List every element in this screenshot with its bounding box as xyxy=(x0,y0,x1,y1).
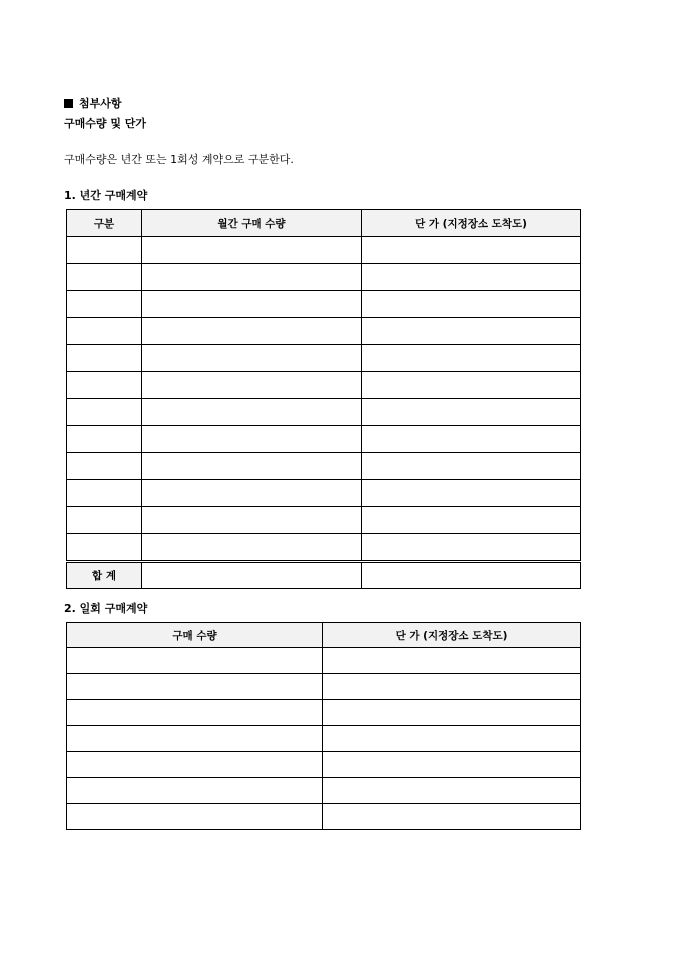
intro-text: 구매수량은 년간 또는 1회성 계약으로 구분한다. xyxy=(64,153,294,166)
table-cell[interactable] xyxy=(67,237,142,264)
table-cell[interactable] xyxy=(323,674,581,700)
table-row xyxy=(67,237,581,264)
table-cell[interactable] xyxy=(362,237,581,264)
table-cell[interactable] xyxy=(67,674,323,700)
table-cell[interactable] xyxy=(323,752,581,778)
table-cell[interactable] xyxy=(67,534,142,562)
table-cell[interactable] xyxy=(323,804,581,830)
annual-contract-table xyxy=(66,209,581,589)
table-header-row xyxy=(67,623,581,648)
table-row xyxy=(67,700,581,726)
table-header-row xyxy=(67,210,581,237)
table-row xyxy=(67,534,581,562)
attachment-title: 첨부사항 xyxy=(79,97,122,110)
table-cell[interactable] xyxy=(67,480,142,507)
table-row xyxy=(67,345,581,372)
col-monthly-quantity: 월간 구매 수량 xyxy=(142,210,362,237)
table-cell[interactable] xyxy=(323,726,581,752)
table-cell[interactable] xyxy=(323,700,581,726)
table-cell[interactable] xyxy=(362,318,581,345)
table-cell[interactable] xyxy=(67,453,142,480)
table-cell[interactable] xyxy=(362,291,581,318)
table-cell[interactable] xyxy=(142,453,362,480)
one-time-contract-table xyxy=(66,622,581,830)
table-row xyxy=(67,453,581,480)
table-cell[interactable] xyxy=(67,726,323,752)
table-cell[interactable] xyxy=(67,345,142,372)
subtitle: 구매수량 및 단가 xyxy=(64,117,147,130)
table-cell[interactable] xyxy=(362,264,581,291)
table-cell[interactable] xyxy=(67,318,142,345)
table-row xyxy=(67,264,581,291)
table-row xyxy=(67,752,581,778)
table-cell[interactable] xyxy=(142,426,362,453)
table-row xyxy=(67,726,581,752)
attachment-heading xyxy=(64,95,122,111)
table-cell[interactable] xyxy=(362,453,581,480)
col-unit-price: 단 가 (지정장소 도착도) xyxy=(323,623,581,648)
table-row xyxy=(67,778,581,804)
total-cell[interactable] xyxy=(362,562,581,589)
table-cell[interactable] xyxy=(67,752,323,778)
section2-heading: 2. 일회 구매계약 xyxy=(64,602,148,615)
table-cell[interactable] xyxy=(362,507,581,534)
table-cell[interactable] xyxy=(142,507,362,534)
table-row xyxy=(67,507,581,534)
table-cell[interactable] xyxy=(142,318,362,345)
table-cell[interactable] xyxy=(142,345,362,372)
table-cell[interactable] xyxy=(142,372,362,399)
table-cell[interactable] xyxy=(142,399,362,426)
table-cell[interactable] xyxy=(67,264,142,291)
table-row xyxy=(67,674,581,700)
total-cell[interactable] xyxy=(142,562,362,589)
table-cell[interactable] xyxy=(323,778,581,804)
col-quantity: 구매 수량 xyxy=(67,623,323,648)
table-cell[interactable] xyxy=(323,648,581,674)
table-cell[interactable] xyxy=(67,426,142,453)
table-row xyxy=(67,318,581,345)
table-cell[interactable] xyxy=(67,399,142,426)
table-cell[interactable] xyxy=(67,778,323,804)
table-cell[interactable] xyxy=(67,291,142,318)
total-label: 합 계 xyxy=(67,562,142,589)
table-row xyxy=(67,426,581,453)
table-cell[interactable] xyxy=(362,480,581,507)
table-cell[interactable] xyxy=(67,700,323,726)
table-cell[interactable] xyxy=(142,291,362,318)
table-cell[interactable] xyxy=(67,648,323,674)
table-cell[interactable] xyxy=(362,534,581,562)
table-row xyxy=(67,399,581,426)
table-row xyxy=(67,291,581,318)
table-cell[interactable] xyxy=(362,426,581,453)
table-cell[interactable] xyxy=(67,507,142,534)
table-cell[interactable] xyxy=(67,372,142,399)
total-row xyxy=(67,562,581,589)
col-category: 구분 xyxy=(67,210,142,237)
table-row xyxy=(67,480,581,507)
table-cell[interactable] xyxy=(362,372,581,399)
table-row xyxy=(67,648,581,674)
table-cell[interactable] xyxy=(142,237,362,264)
table-row xyxy=(67,804,581,830)
section1-heading: 1. 년간 구매계약 xyxy=(64,189,148,202)
table-row xyxy=(67,372,581,399)
col-unit-price: 단 가 (지정장소 도착도) xyxy=(362,210,581,237)
table-cell[interactable] xyxy=(142,534,362,562)
table-cell[interactable] xyxy=(142,480,362,507)
table-cell[interactable] xyxy=(67,804,323,830)
table-cell[interactable] xyxy=(362,399,581,426)
black-square-icon xyxy=(64,99,73,108)
table-cell[interactable] xyxy=(142,264,362,291)
table-cell[interactable] xyxy=(362,345,581,372)
